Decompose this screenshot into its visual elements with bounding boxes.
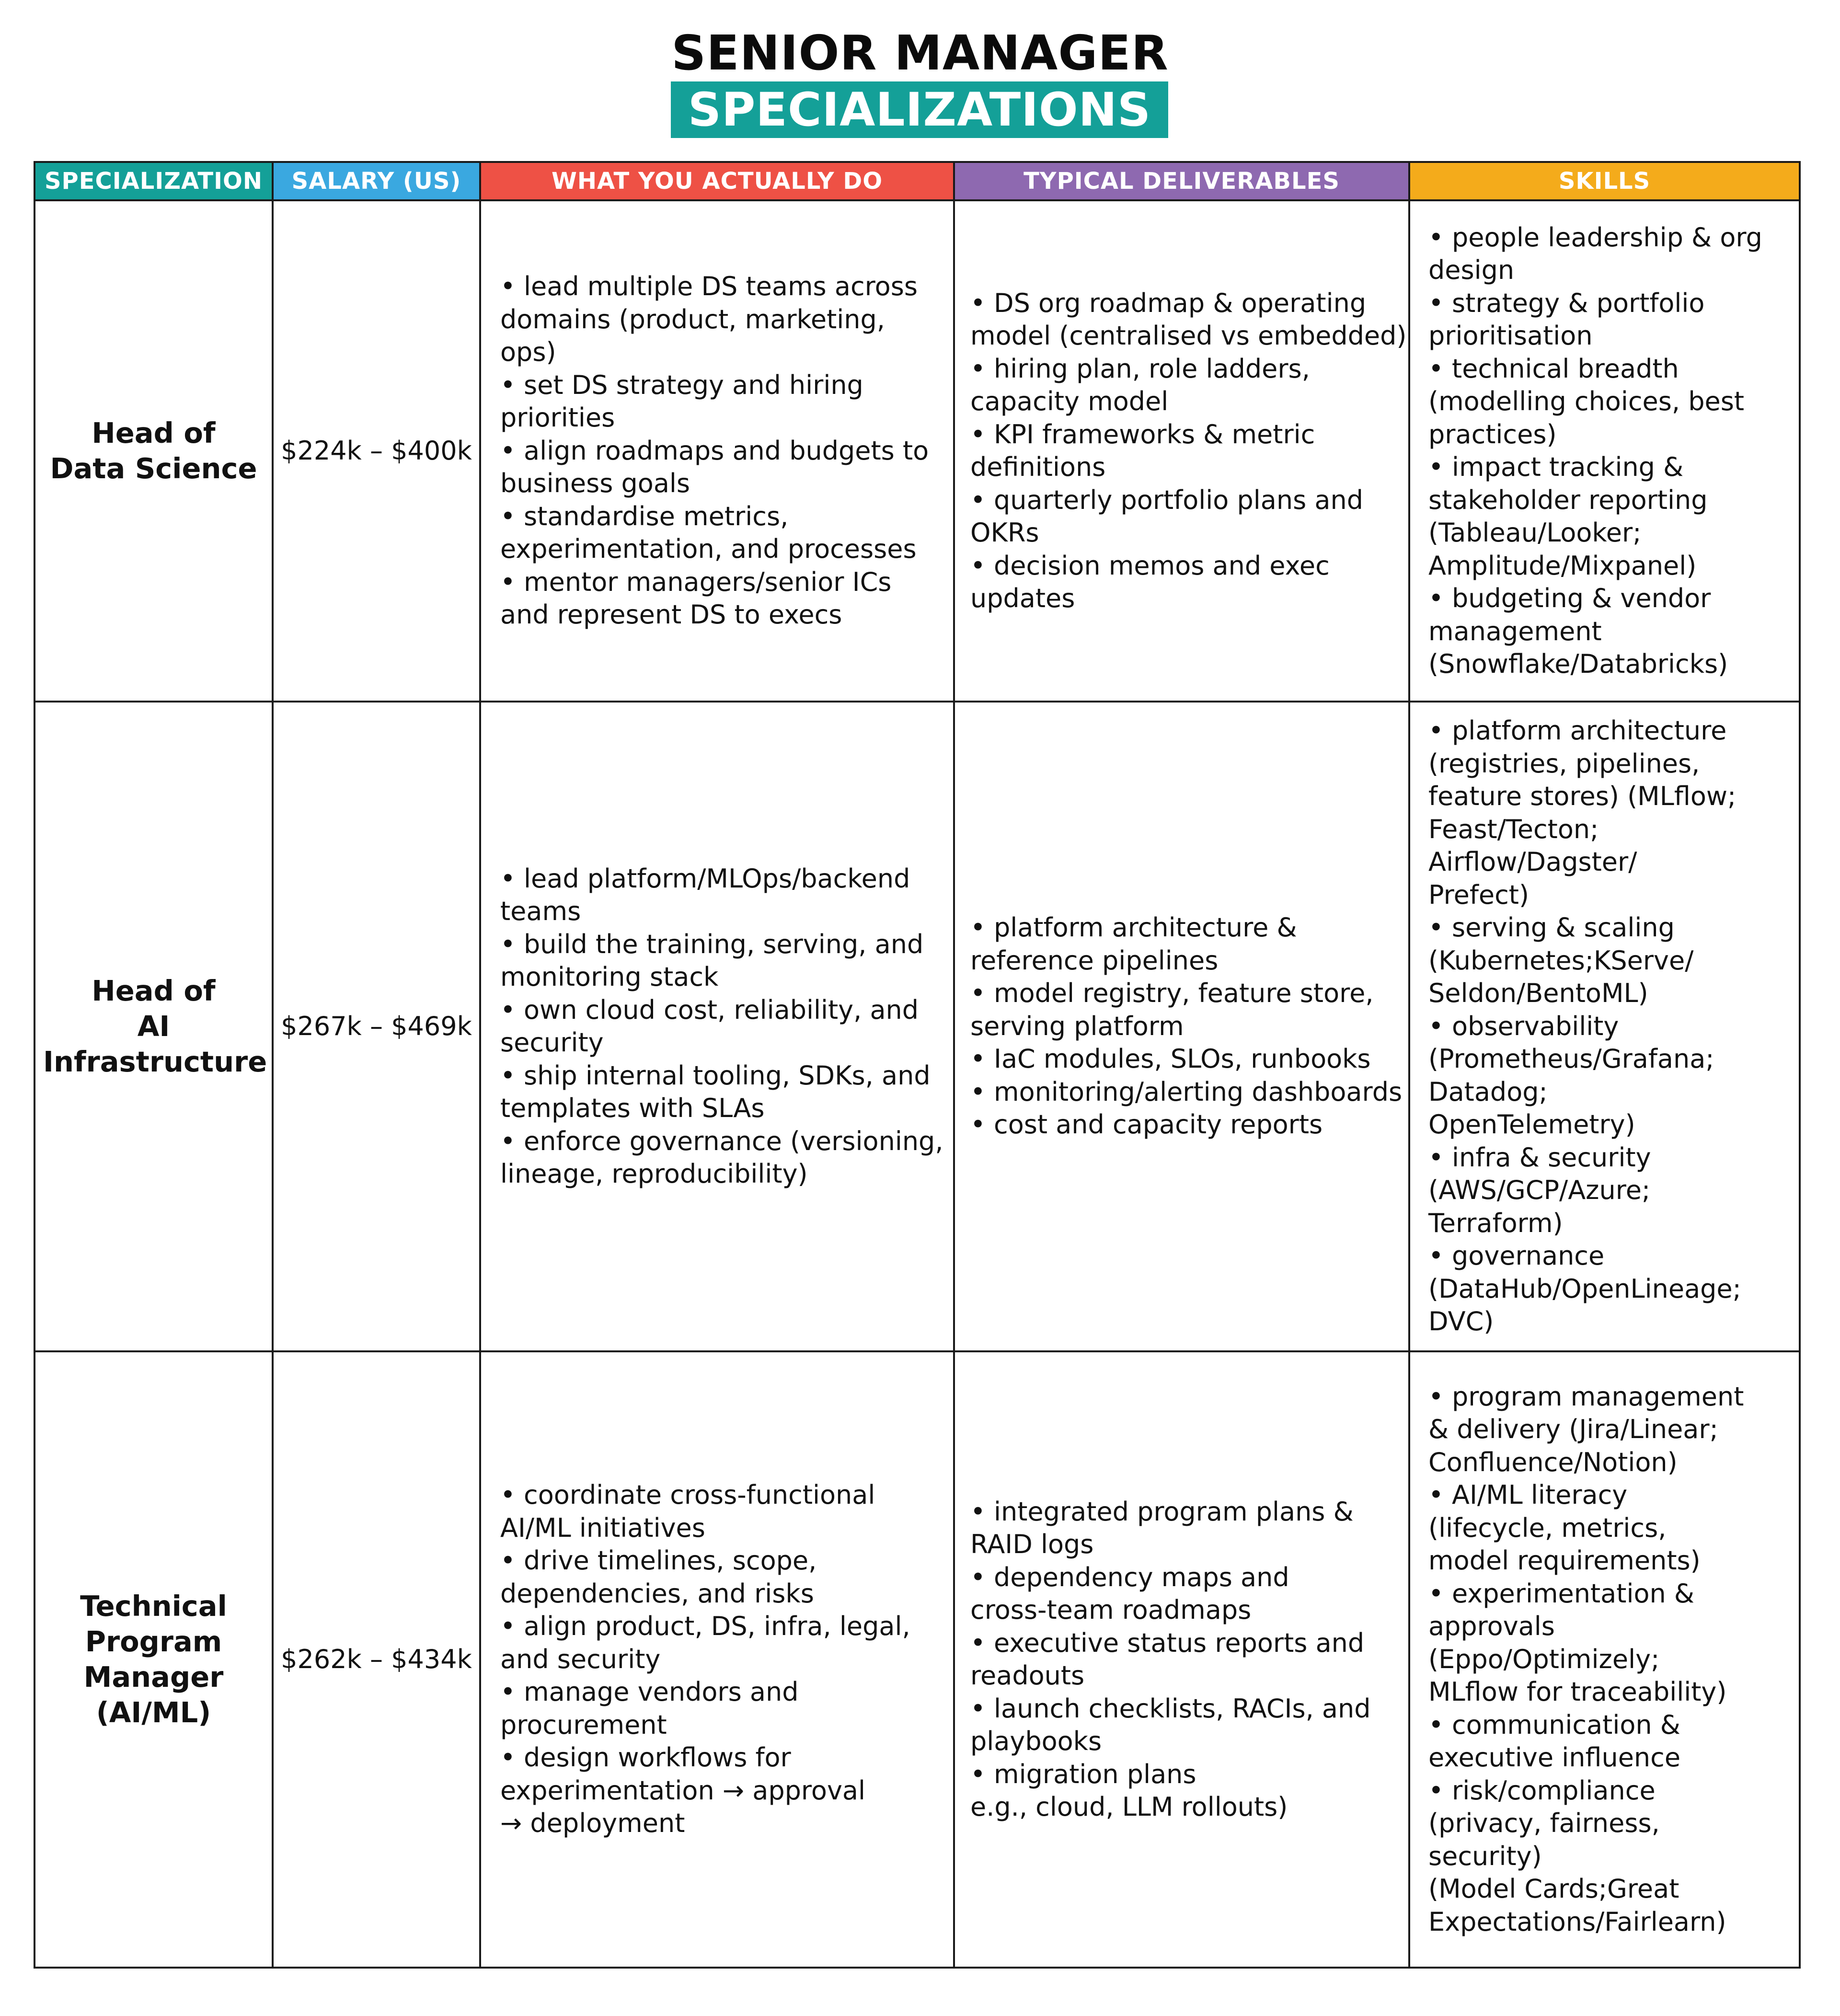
table-row [34,702,1800,1351]
name-line: Infrastructure [43,1045,267,1078]
name-line: Technical [80,1590,227,1623]
list-line: (Tableau/Looker; [1428,518,1642,548]
list-line: (DataHub/OpenLineage; [1428,1273,1741,1304]
what-you-do-list [480,200,954,702]
list-line: (Snowflake/Databricks) [1428,649,1728,679]
table-row [34,200,1800,702]
list-line: practices) [1428,419,1557,449]
list-line: business goals [500,468,690,499]
list-line: • program management [1428,1381,1744,1412]
skills-list [1409,1351,1800,1968]
list-line: (Eppo/Optimizely; [1428,1644,1660,1674]
list-line: procurement [500,1709,667,1740]
name-line: Head of [92,416,216,449]
title-line-1: SENIOR MANAGER [671,25,1169,81]
list-line: templates with SLAs [500,1093,765,1123]
list-line: • executive status reports and [970,1627,1365,1658]
list-line: • strategy & portfolio [1428,288,1705,318]
list-line: • observability [1428,1011,1619,1041]
list-line: Confluence/Notion) [1428,1447,1678,1477]
list-line: approvals [1428,1611,1555,1642]
list-line: • budgeting & vendor [1428,583,1711,613]
list-line: AI/ML initiatives [500,1512,705,1543]
list-line: OpenTelemetry) [1428,1109,1635,1140]
list-line: • launch checklists, RACIs, and [970,1693,1371,1724]
list-line: • impact tracking & [1428,452,1684,482]
specialization-name [34,1351,273,1968]
list-line: model requirements) [1428,1545,1701,1576]
specialization-name [34,702,273,1351]
list-line: • set DS strategy and hiring [500,369,863,400]
list-line: and represent DS to execs [500,599,842,630]
list-line: e.g., cloud, LLM rollouts) [970,1792,1288,1822]
list-line: teams [500,896,581,926]
list-line: • hiring plan, role ladders, [970,353,1310,384]
list-line: • migration plans [970,1759,1196,1789]
salary-range: $224k – $400k [273,200,480,702]
title-line-2: SPECIALIZATIONS [671,81,1168,138]
list-line: (Prometheus/Grafana; [1428,1044,1714,1074]
table-row [34,1351,1800,1968]
deliverables-list [954,1351,1409,1968]
list-line: • IaC modules, SLOs, runbooks [970,1044,1371,1074]
list-line: • risk/compliance [1428,1775,1656,1806]
list-line: • people leadership & org [1428,222,1762,253]
list-line: (Model Cards;Great [1428,1874,1679,1904]
list-line: • dependency maps and [970,1562,1289,1592]
list-line: & delivery (Jira/Linear; [1428,1414,1718,1445]
list-line: domains (product, marketing, [500,304,885,334]
list-line: • lead platform/MLOps/backend [500,863,910,894]
list-line: • KPI frameworks & metric [970,419,1315,449]
list-line: serving platform [970,1011,1184,1041]
list-line: security [500,1027,604,1058]
list-line: dependencies, and risks [500,1578,814,1609]
list-line: and security [500,1644,661,1674]
what-you-do-list [480,702,954,1351]
skills-list [1409,702,1800,1351]
list-line: • integrated program plans & [970,1496,1354,1527]
name-line: Manager [83,1660,224,1693]
list-line: • align product, DS, infra, legal, [500,1611,910,1642]
list-line: • decision memos and exec [970,550,1330,581]
deliverables-list [954,702,1409,1351]
list-line: • ship internal tooling, SDKs, and [500,1060,931,1091]
list-line: Prefect) [1428,879,1530,910]
list-line: updates [970,583,1075,613]
list-line: • quarterly portfolio plans and [970,484,1363,515]
list-line: • communication & [1428,1709,1680,1740]
name-line: (AI/ML) [96,1696,211,1729]
list-line: • build the training, serving, and [500,929,924,959]
list-line: • experimentation & [1428,1578,1694,1609]
list-line: executive influence [1428,1742,1681,1773]
list-line: stakeholder reporting [1428,484,1708,515]
list-line: playbooks [970,1726,1102,1756]
list-line: → deployment [500,1808,685,1839]
list-line: lineage, reproducibility) [500,1159,808,1189]
list-line: prioritisation [1428,321,1593,351]
list-line: (Kubernetes;KServe/ [1428,945,1694,976]
list-line: • infra & security [1428,1142,1651,1173]
list-line: ops) [500,337,556,368]
list-line: • model registry, feature store, [970,978,1374,1009]
list-line: reference pipelines [970,945,1219,976]
header-row [34,162,1800,200]
list-line: • cost and capacity reports [970,1109,1323,1140]
specialization-name [34,200,273,702]
list-line: (modelling choices, best [1428,386,1745,416]
list-line: • platform architecture [1428,715,1727,746]
name-line: AI [137,1010,170,1043]
salary-range: $267k – $469k [273,702,480,1351]
deliverables-list [954,200,1409,702]
list-line: cross-team roadmaps [970,1595,1252,1625]
list-line: capacity model [970,386,1169,416]
list-line: Seldon/BentoML) [1428,978,1648,1009]
salary-range: $262k – $434k [273,1351,480,1968]
header-skills: SKILLS [1409,162,1800,200]
header-deliverables: TYPICAL DELIVERABLES [954,162,1409,200]
list-line: definitions [970,452,1106,482]
list-line: • standardise metrics, [500,501,789,531]
list-line: Feast/Tecton; [1428,814,1599,844]
list-line: • serving & scaling [1428,912,1675,943]
list-line: (AWS/GCP/Azure; [1428,1175,1651,1206]
list-line: RAID logs [970,1529,1094,1559]
specializations-table [34,161,1801,1969]
list-line: • technical breadth [1428,353,1679,384]
skills-list [1409,200,1800,702]
list-line: • mentor managers/senior ICs [500,566,892,597]
list-line: • AI/ML literacy [1428,1480,1628,1510]
list-line: Expectations/Fairlearn) [1428,1906,1726,1937]
name-line: Data Science [50,452,257,485]
name-line: Program [85,1625,222,1658]
list-line: OKRs [970,518,1039,548]
list-line: readouts [970,1660,1085,1691]
list-line: • align roadmaps and budgets to [500,435,929,466]
list-line: • coordinate cross-functional [500,1480,875,1510]
list-line: feature stores) (MLflow; [1428,781,1736,812]
list-line: (registries, pipelines, [1428,748,1700,779]
list-line: • lead multiple DS teams across [500,271,918,302]
list-line: MLflow for traceability) [1428,1677,1727,1707]
list-line: (lifecycle, metrics, [1428,1512,1667,1543]
list-line: Terraform) [1428,1208,1563,1238]
header-specialization: SPECIALIZATION [34,162,273,200]
list-line: security) [1428,1841,1542,1871]
list-line: • platform architecture & [970,912,1297,943]
list-line: • manage vendors and [500,1677,799,1707]
list-line: Datadog; [1428,1076,1548,1107]
list-line: • design workflows for [500,1742,791,1773]
list-line: • DS org roadmap & operating [970,288,1367,318]
header-what-you-do: WHAT YOU ACTUALLY DO [480,162,954,200]
header-salary: SALARY (US) [273,162,480,200]
list-line: DVC) [1428,1306,1494,1337]
name-line: Head of [92,974,216,1007]
title-block [0,0,1840,144]
list-line: experimentation → approval [500,1775,866,1806]
list-line: • governance [1428,1241,1605,1271]
list-line: Airflow/Dagster/ [1428,847,1637,877]
list-line: • own cloud cost, reliability, and [500,994,919,1025]
list-line: experimentation, and processes [500,534,917,564]
list-line: monitoring stack [500,962,719,992]
what-you-do-list [480,1351,954,1968]
list-line: model (centralised vs embedded) [970,321,1407,351]
list-line: management [1428,616,1602,646]
list-line: (privacy, fairness, [1428,1808,1660,1839]
list-line: Amplitude/Mixpanel) [1428,550,1697,581]
list-line: design [1428,255,1515,285]
list-line: priorities [500,403,615,433]
list-line: • drive timelines, scope, [500,1545,817,1576]
list-line: • monitoring/alerting dashboards [970,1076,1403,1107]
list-line: • enforce governance (versioning, [500,1126,943,1156]
